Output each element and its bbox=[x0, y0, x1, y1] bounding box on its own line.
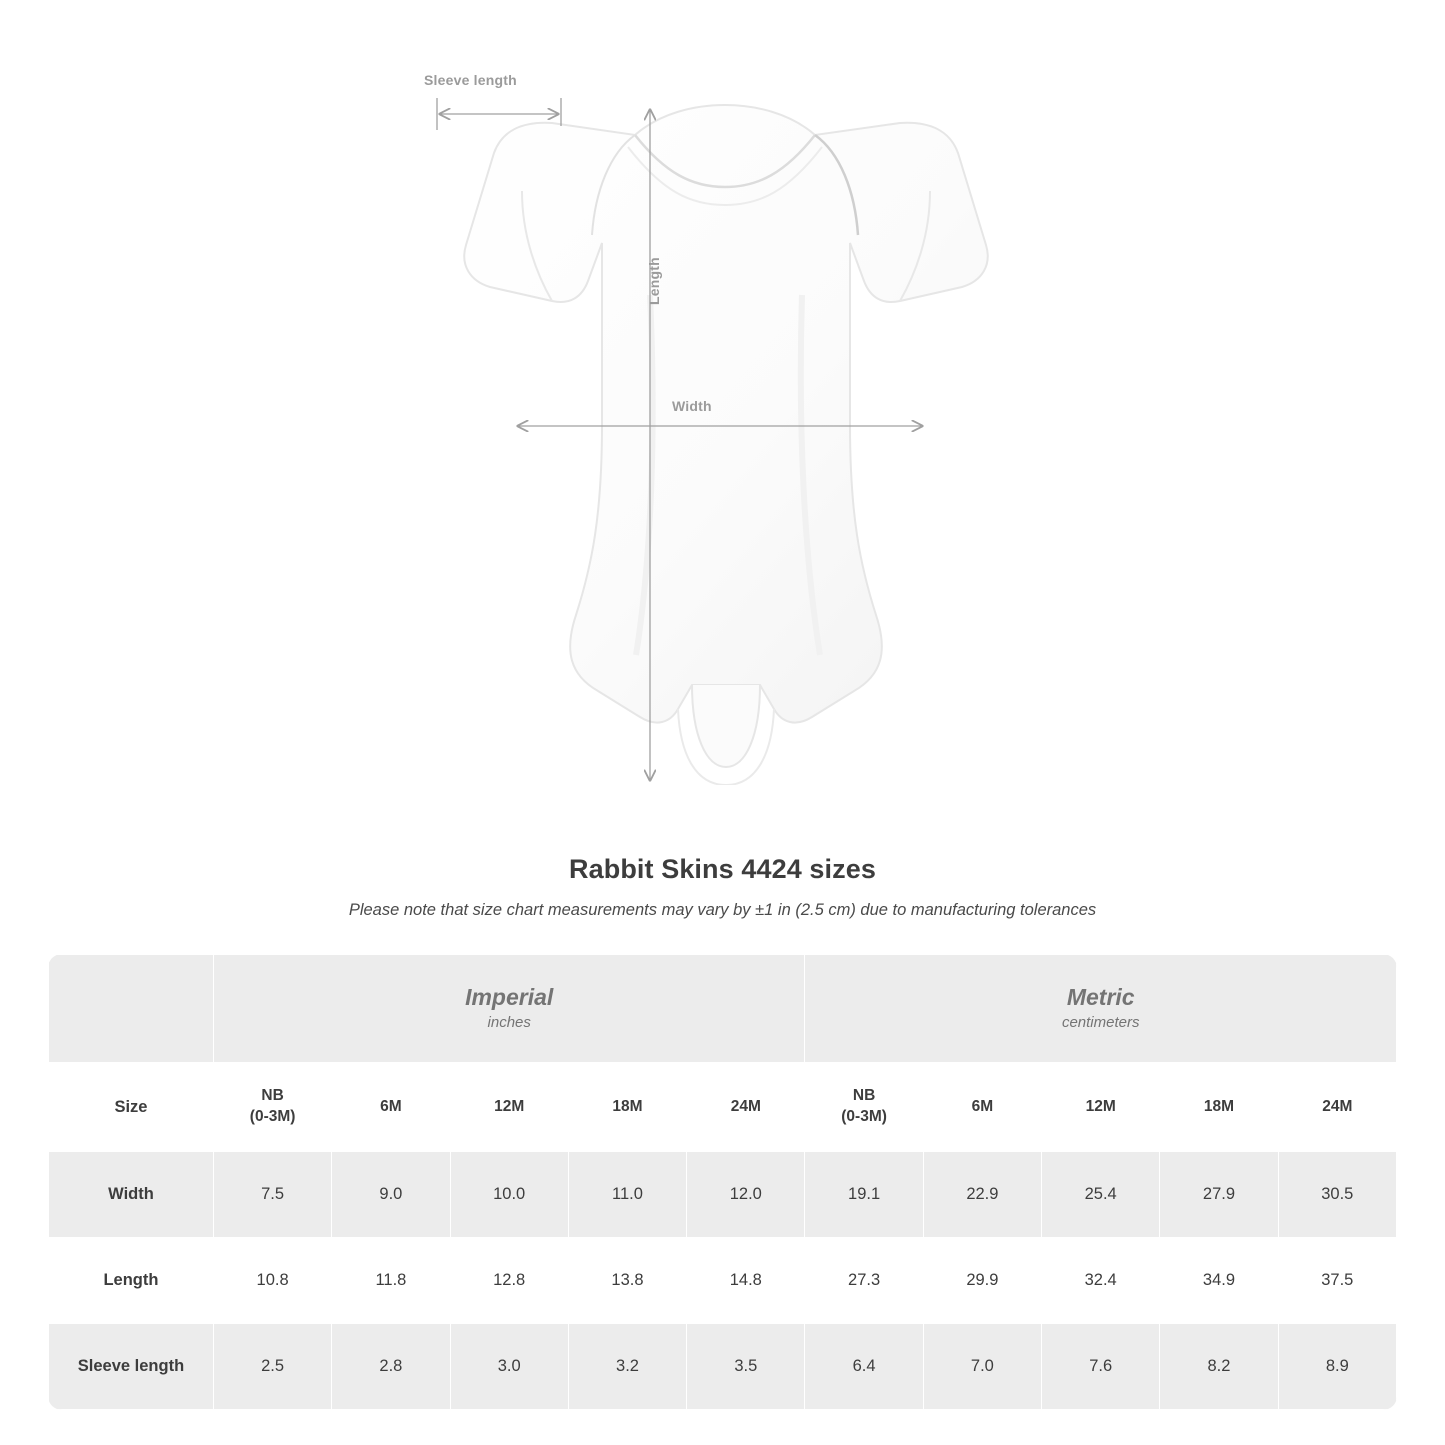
column-header-label: NB bbox=[261, 1087, 284, 1105]
column-header-18m-imperial: 18M bbox=[568, 1063, 686, 1152]
column-header-6m-imperial: 6M bbox=[332, 1063, 450, 1152]
column-header-24m-metric: 24M bbox=[1278, 1063, 1396, 1152]
unit-header-row bbox=[49, 955, 1397, 1063]
size-table-wrapper bbox=[48, 954, 1397, 1410]
cell-width-6m-cm: 22.9 bbox=[923, 1152, 1041, 1238]
size-table bbox=[48, 954, 1397, 1410]
cell-length-nb-in: 10.8 bbox=[213, 1238, 331, 1324]
column-header-12m-metric: 12M bbox=[1042, 1063, 1160, 1152]
row-label-header: Size bbox=[49, 1063, 214, 1152]
unit-header-spacer bbox=[49, 955, 214, 1063]
unit-group-metric bbox=[805, 955, 1397, 1063]
cell-width-12m-in: 10.0 bbox=[450, 1152, 568, 1238]
cell-length-12m-in: 12.8 bbox=[450, 1238, 568, 1324]
column-header-sub: (0-3M) bbox=[249, 1108, 296, 1125]
row-label-length: Length bbox=[49, 1238, 214, 1324]
column-header-12m-imperial: 12M bbox=[450, 1063, 568, 1152]
cell-sleeve-24m-in: 3.5 bbox=[687, 1324, 805, 1410]
cell-sleeve-18m-cm: 8.2 bbox=[1160, 1324, 1278, 1410]
cell-length-12m-cm: 32.4 bbox=[1042, 1238, 1160, 1324]
cell-sleeve-18m-in: 3.2 bbox=[568, 1324, 686, 1410]
cell-sleeve-12m-in: 3.0 bbox=[450, 1324, 568, 1410]
cell-width-nb-cm: 19.1 bbox=[805, 1152, 923, 1238]
cell-sleeve-24m-cm: 8.9 bbox=[1278, 1324, 1396, 1410]
page-title: Rabbit Skins 4424 sizes bbox=[569, 854, 876, 884]
cell-sleeve-6m-in: 2.8 bbox=[332, 1324, 450, 1410]
table-row bbox=[49, 1324, 1397, 1410]
cell-sleeve-nb-cm: 6.4 bbox=[805, 1324, 923, 1410]
length-label: Length bbox=[646, 257, 662, 305]
column-header-6m-metric: 6M bbox=[923, 1063, 1041, 1152]
unit-group-imperial-name: Imperial bbox=[465, 983, 554, 1010]
cell-sleeve-12m-cm: 7.6 bbox=[1042, 1324, 1160, 1410]
cell-length-18m-in: 13.8 bbox=[568, 1238, 686, 1324]
column-header-18m-metric: 18M bbox=[1160, 1063, 1278, 1152]
table-row bbox=[49, 1152, 1397, 1238]
column-header-sub: (0-3M) bbox=[841, 1108, 887, 1125]
tolerance-note: Please note that size chart measurements may vary by ±1 in (2.5 cm) due to manufacturing tolerances bbox=[348, 901, 1097, 919]
row-label-width: Width bbox=[49, 1152, 214, 1238]
cell-width-24m-cm: 30.5 bbox=[1278, 1152, 1396, 1238]
sleeve-length-label: Sleeve length bbox=[424, 72, 517, 88]
cell-sleeve-nb-in: 2.5 bbox=[213, 1324, 331, 1410]
cell-length-24m-cm: 37.5 bbox=[1278, 1238, 1396, 1324]
row-label-sleeve-length: Sleeve length bbox=[49, 1324, 214, 1410]
cell-length-18m-cm: 34.9 bbox=[1160, 1238, 1278, 1324]
unit-group-metric-name: Metric bbox=[1066, 983, 1135, 1010]
bodysuit-graphic bbox=[430, 95, 1020, 785]
cell-length-24m-in: 14.8 bbox=[687, 1238, 805, 1324]
unit-group-imperial-sub: inches bbox=[487, 1013, 531, 1031]
table-row bbox=[49, 1238, 1397, 1324]
column-header-nb-imperial bbox=[213, 1063, 331, 1152]
column-header-24m-imperial: 24M bbox=[687, 1063, 805, 1152]
cell-width-nb-in: 7.5 bbox=[213, 1152, 331, 1238]
cell-width-6m-in: 9.0 bbox=[332, 1152, 450, 1238]
width-label: Width bbox=[672, 398, 712, 414]
cell-width-18m-in: 11.0 bbox=[568, 1152, 686, 1238]
cell-sleeve-6m-cm: 7.0 bbox=[923, 1324, 1041, 1410]
cell-width-24m-in: 12.0 bbox=[687, 1152, 805, 1238]
cell-length-6m-in: 11.8 bbox=[332, 1238, 450, 1324]
unit-group-metric-sub: centimeters bbox=[1061, 1013, 1140, 1031]
cell-width-12m-cm: 25.4 bbox=[1042, 1152, 1160, 1238]
cell-length-6m-cm: 29.9 bbox=[923, 1238, 1041, 1324]
column-header-row bbox=[49, 1063, 1397, 1152]
column-header-nb-metric bbox=[805, 1063, 923, 1152]
cell-length-nb-cm: 27.3 bbox=[805, 1238, 923, 1324]
unit-group-imperial bbox=[213, 955, 804, 1063]
column-header-label: NB bbox=[852, 1087, 876, 1105]
cell-width-18m-cm: 27.9 bbox=[1160, 1152, 1278, 1238]
title-block bbox=[0, 854, 1445, 920]
